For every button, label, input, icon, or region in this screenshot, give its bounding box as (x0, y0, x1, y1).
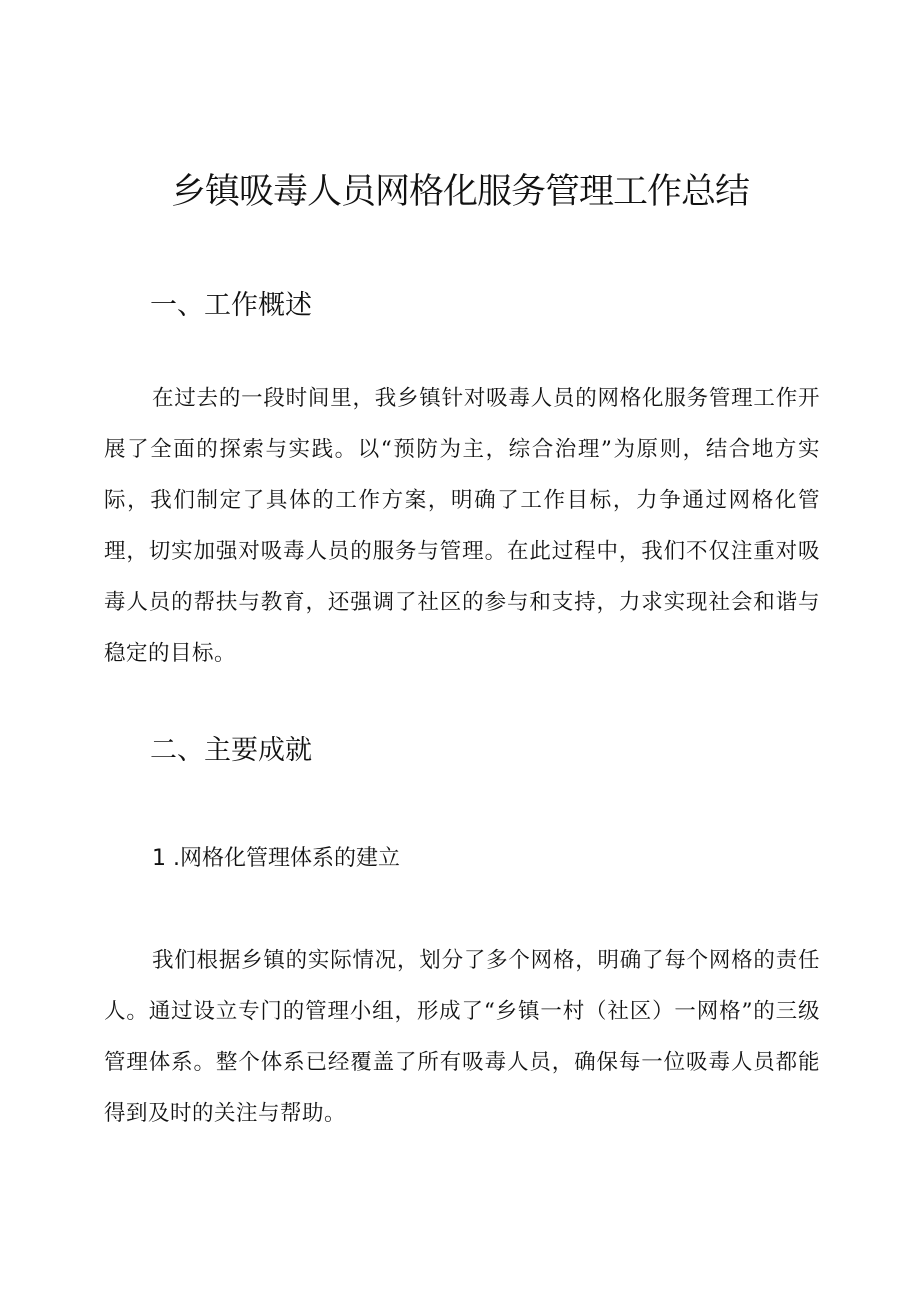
section-heading-overview: 一、工作概述 (150, 290, 312, 321)
paragraph-overview: 在过去的一段时间里，我乡镇针对吸毒人员的网格化服务管理工作开展了全面的探索与实践。以“预防为主，综合治理”为原则，结合地方实际，我们制定了具体的工作方案，明确了工作目标，力争通过网格化管理，切实加强对吸毒人员的服务与管理。在此过程中，我们不仅注重对吸毒人员的帮扶与教育，还强调了社区的参与和支持，力求实现社会和谐与稳定的目标。 (104, 386, 820, 666)
subsection-heading-grid-system: 1 .网格化管理体系的建立 (152, 846, 400, 871)
paragraph-grid-system: 我们根据乡镇的实际情况，划分了多个网格，明确了每个网格的责任人。通过设立专门的管理小组，形成了“乡镇一村（社区）一网格”的三级管理体系。整个体系已经覆盖了所有吸毒人员，确保每一位吸毒人员都能得到及时的关注与帮助。 (104, 948, 820, 1126)
document-title: 乡镇吸毒人员网格化服务管理工作总结 (170, 172, 749, 212)
section-heading-achievements: 二、主要成就 (150, 735, 312, 766)
